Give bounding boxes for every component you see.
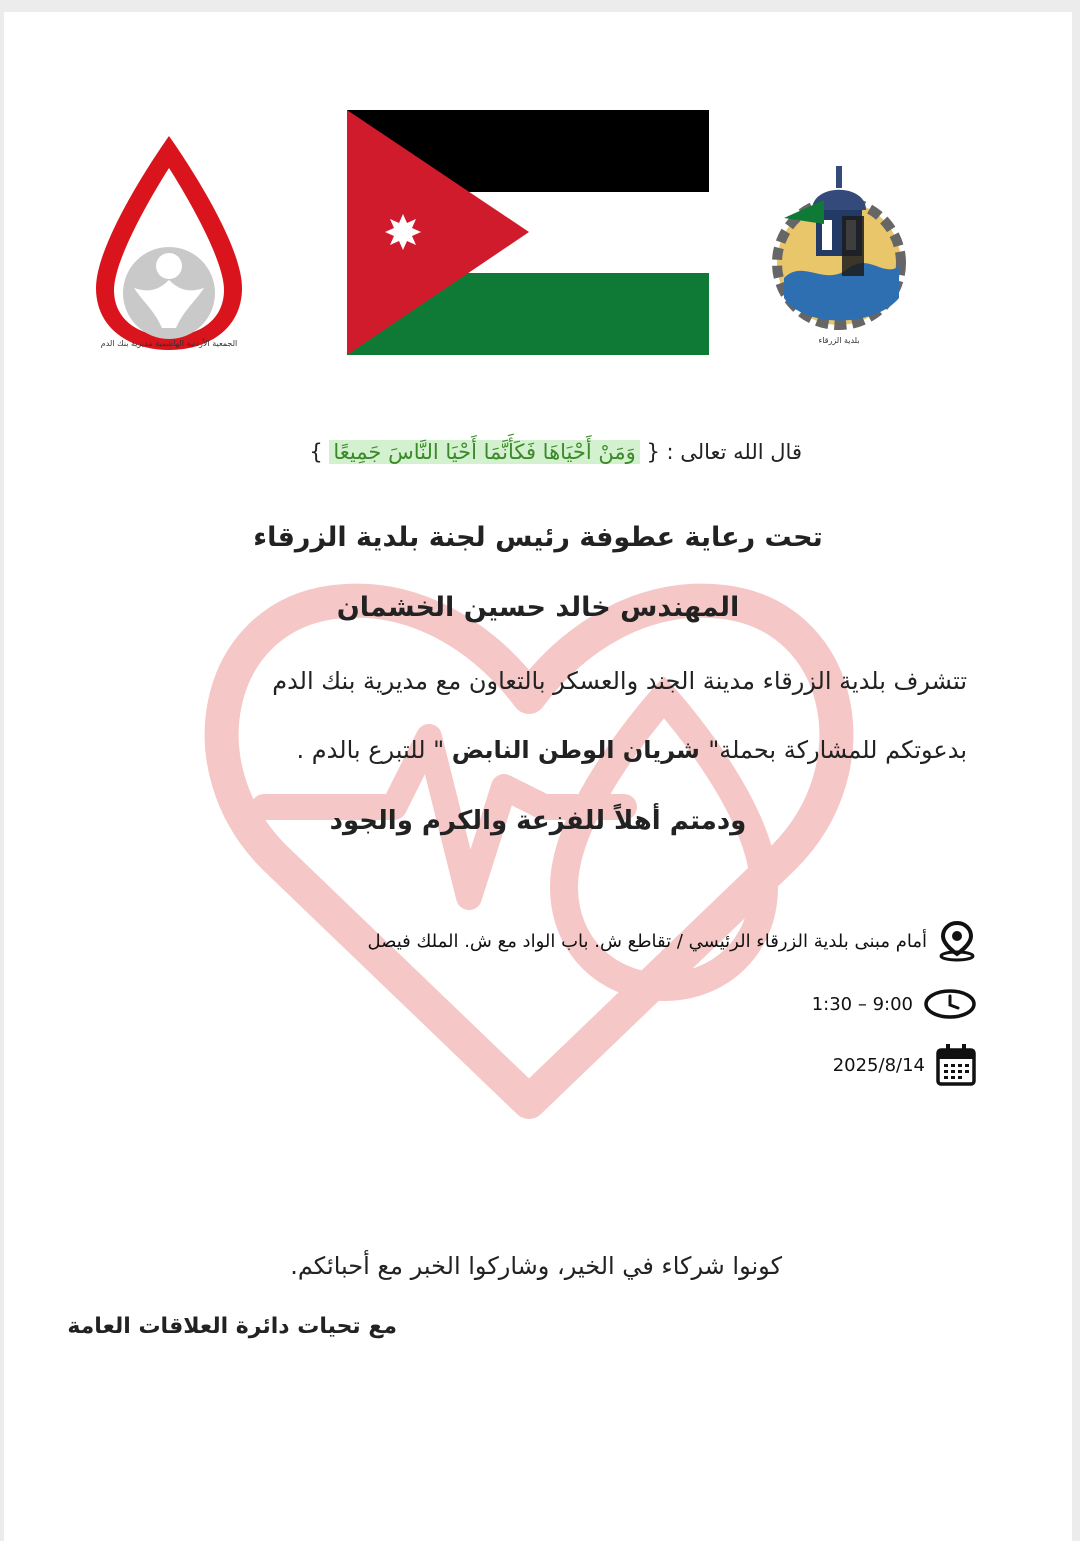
flyer-page <box>4 12 1072 1541</box>
invitation-line-2-end: " للتبرع بالدم . <box>296 736 452 764</box>
location-row <box>367 920 977 962</box>
jordan-flag <box>347 110 709 355</box>
blood-donation-society-logo <box>84 128 254 358</box>
invitation-line-2-start: بدعوتكم للمشاركة بحملة" <box>708 736 967 764</box>
invitation-line-1: تتشرف بلدية الزرقاء مدينة الجند والعسكر بالتعاون مع مديرية بنك الدم <box>272 667 967 695</box>
location-pin-icon <box>937 920 977 962</box>
quran-verse: وَمَنْ أَحْيَاهَا فَكَأَنَّمَا أَحْيَا النَّاسَ جَمِيعًا <box>329 440 639 464</box>
zarqa-municipality-logo <box>764 138 914 353</box>
campaign-name: شريان الوطن النابض <box>451 736 709 764</box>
location-text: أمام مبنى بلدية الزرقاء الرئيسي / تقاطع ش. باب الواد مع ش. الملك فيصل <box>367 930 927 952</box>
quote-close: } <box>309 440 323 464</box>
time-row <box>812 988 977 1020</box>
welcome-line: ودمتم أهلاً للفزعة والكرم والجود <box>329 806 747 836</box>
logo-left-caption: الجمعية الأردنية الهاشمية مديرية بنك الدم <box>100 339 238 348</box>
time-text: 1:30 – 9:00 <box>811 993 913 1015</box>
quote-intro: قال الله تعالى : { <box>646 440 802 464</box>
heart-watermark-icon <box>204 557 854 1127</box>
patron-name: المهندس خالد حسين الخشمان <box>336 592 740 623</box>
date-text: 2025/8/14 <box>832 1054 925 1076</box>
quran-verse-line <box>242 440 802 464</box>
signature-line: مع تحيات دائرة العلاقات العامة <box>67 1314 397 1339</box>
logo-right-caption: بلدية الزرقاء <box>818 336 860 345</box>
calendar-icon <box>935 1042 977 1088</box>
closing-line: كونوا شركاء في الخير، وشاركوا الخبر مع أحبائكم. <box>290 1252 782 1280</box>
patron-line-1: تحت رعاية عطوفة رئيس لجنة بلدية الزرقاء <box>253 522 823 553</box>
date-row <box>833 1042 977 1088</box>
clock-icon <box>923 988 977 1020</box>
invitation-line-2 <box>257 736 967 764</box>
